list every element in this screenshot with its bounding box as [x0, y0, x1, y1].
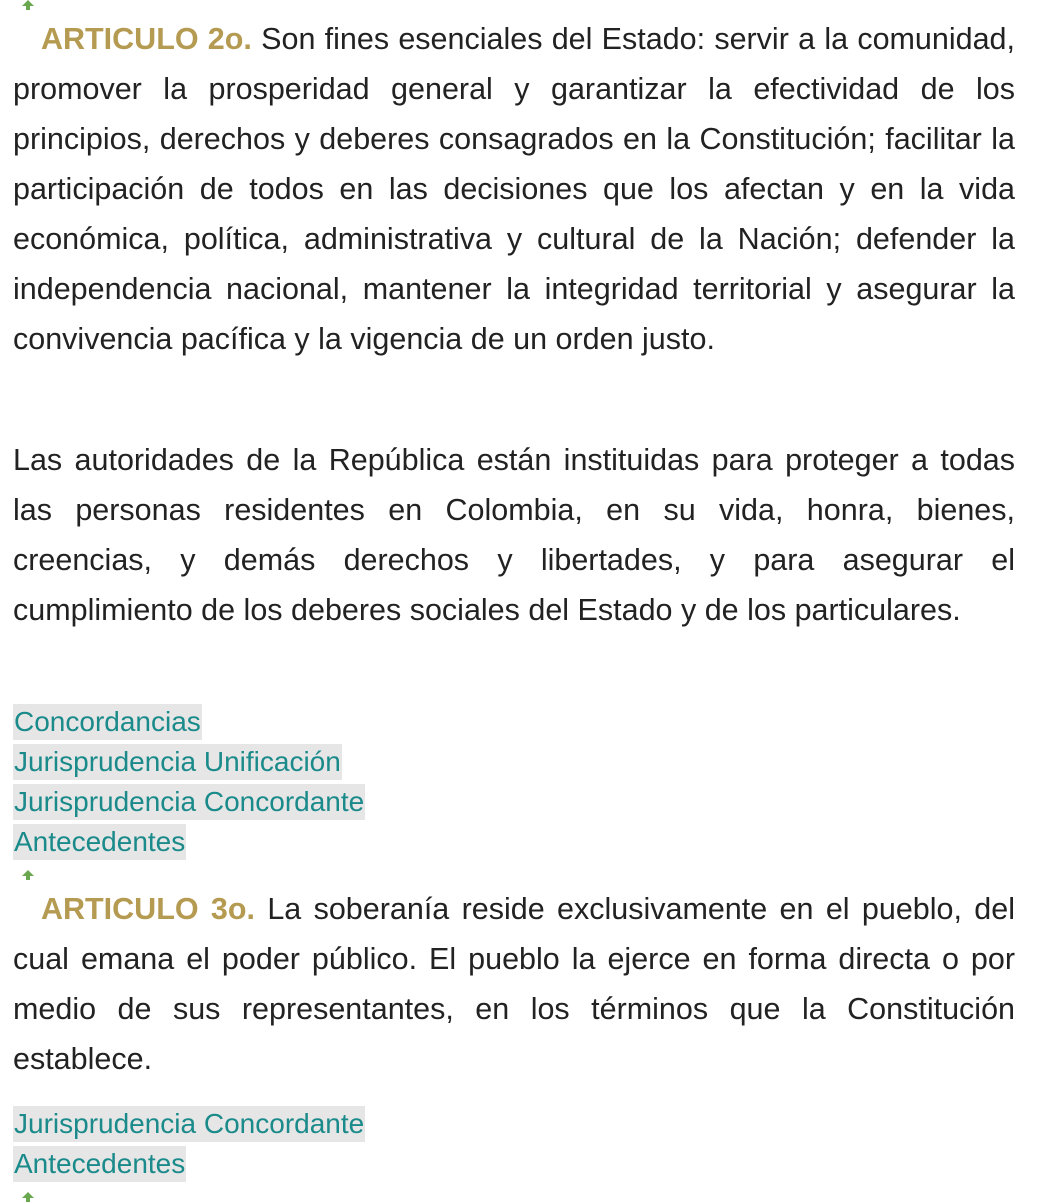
- article-3: [13, 870, 1015, 1084]
- article-3-body: La soberanía reside exclusivamente en el pueblo, del cual emana el poder público. El pueblo la ejerce en forma directa o por medio de sus representantes, en los términos que la Constitución establece.: [13, 892, 1015, 1076]
- link-jurisprudencia-concordante[interactable]: Jurisprudencia Concordante: [13, 784, 365, 820]
- back-to-top-icon[interactable]: [21, 1192, 35, 1204]
- article-2-paragraph-2: Las autoridades de la República están instituidas para proteger a todas las personas residentes en Colombia, en su vida, honra, bienes, creencias, y demás derechos y libertades, y para asegurar el cumplimiento de los deberes sociales del Estado y de los particulares.: [13, 443, 1015, 627]
- article-2-links: [13, 704, 365, 864]
- link-jurisprudencia-concordante[interactable]: Jurisprudencia Concordante: [13, 1106, 365, 1142]
- article-2-body: Son fines esenciales del Estado: servir a la comunidad, promover la prosperidad general y garantizar la efectividad de los principios, derechos y deberes consagrados en la Constitución; facilitar la participación de todos en las decisiones que los afectan y en la vida económica, política, administrativa y cultural de la Nación; defender la independencia nacional, mantener la integridad territorial y asegurar la convivencia pacífica y la vigencia de un orden justo.: [13, 22, 1015, 356]
- article-3-title: ARTICULO 3o.: [41, 892, 255, 926]
- back-to-top-icon[interactable]: [21, 870, 35, 882]
- link-jurisprudencia-unificacion[interactable]: Jurisprudencia Unificación: [13, 744, 342, 780]
- back-to-top-icon[interactable]: [21, 0, 35, 12]
- link-antecedentes[interactable]: Antecedentes: [13, 1146, 186, 1182]
- article-2: [13, 0, 1015, 364]
- article-2-text: [13, 14, 1015, 364]
- link-antecedentes[interactable]: Antecedentes: [13, 824, 186, 860]
- article-2-title: ARTICULO 2o.: [41, 22, 252, 56]
- link-concordancias[interactable]: Concordancias: [13, 704, 202, 740]
- article-3-text: [13, 884, 1015, 1084]
- article-3-links: [13, 1106, 365, 1186]
